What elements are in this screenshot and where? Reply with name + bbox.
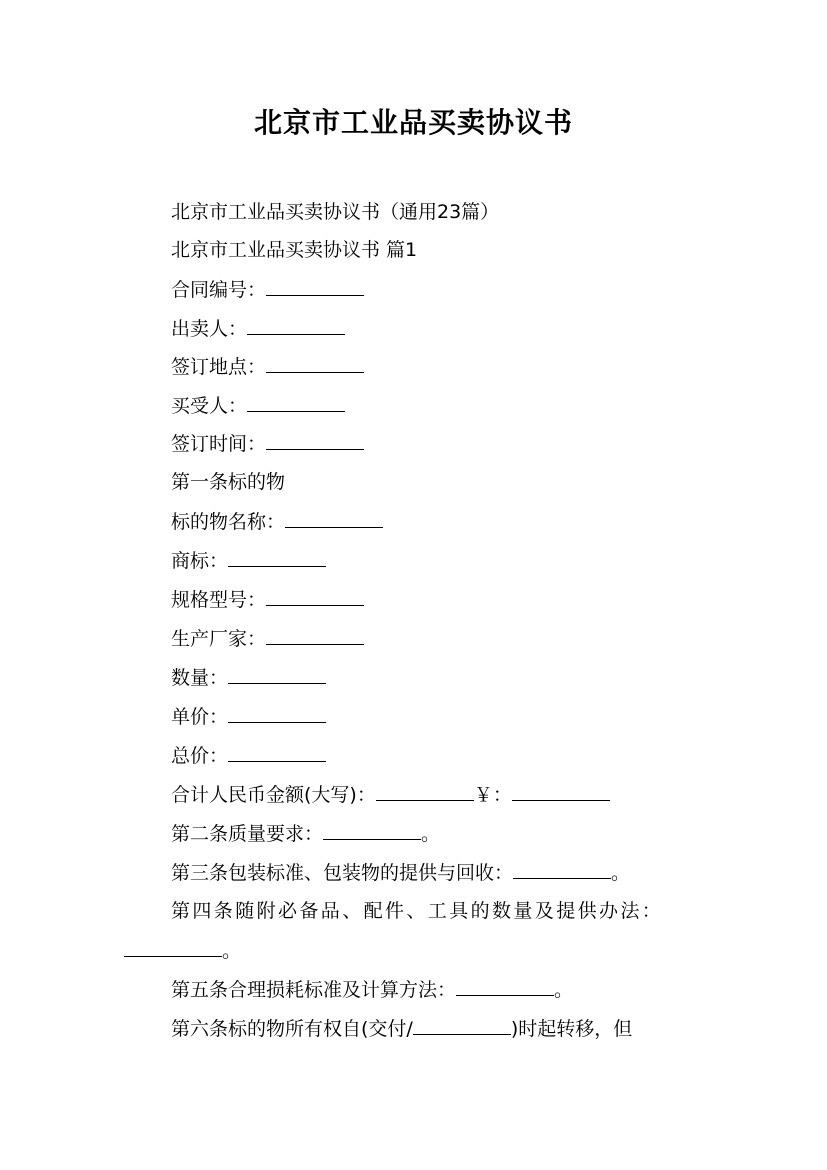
field-label: )时起转移，但 (510, 1018, 633, 1040)
signing-time-line (171, 431, 364, 456)
article-heading: 第一条标的物 (171, 471, 286, 493)
currency-label: ￥： (473, 784, 512, 806)
blank-field[interactable] (228, 704, 326, 723)
field-label: 生产厂家： (171, 628, 267, 650)
trademark-line (171, 548, 326, 573)
blank-field[interactable] (228, 665, 326, 684)
blank-field[interactable] (513, 860, 611, 879)
blank-field[interactable] (323, 821, 421, 840)
field-label: 第五条合理损耗标准及计算方法： (171, 979, 457, 1001)
period: 。 (554, 979, 574, 1001)
field-label: 买受人： (171, 395, 248, 417)
blank-field[interactable] (456, 977, 554, 996)
contract-number-line (171, 277, 364, 302)
quality-line (171, 821, 440, 846)
blank-field[interactable] (266, 277, 364, 296)
blank-field[interactable] (124, 938, 222, 957)
period: 。 (611, 862, 631, 884)
blank-field[interactable] (376, 782, 474, 801)
item-name-line (171, 509, 383, 534)
blank-field[interactable] (228, 743, 326, 762)
field-label: 规格型号： (171, 589, 267, 611)
unit-price-line (171, 704, 326, 729)
blank-field[interactable] (266, 587, 364, 606)
field-label: 商标： (171, 550, 229, 572)
field-label: 第六条标的物所有权自(交付/ (171, 1018, 413, 1040)
field-label: 第三条包装标准、包装物的提供与回收： (171, 862, 514, 884)
packaging-line (171, 860, 630, 885)
total-price-line (171, 743, 326, 768)
field-label: 合计人民币金额(大写)： (171, 784, 376, 806)
blank-field[interactable] (285, 509, 383, 528)
blank-field[interactable] (228, 548, 326, 567)
field-label: 第二条质量要求： (171, 823, 324, 845)
manufacturer-line (171, 626, 364, 651)
blank-field[interactable] (266, 431, 364, 450)
document-title: 北京市工业品买卖协议书 (253, 106, 573, 139)
loss-standard-line (171, 977, 573, 1002)
field-label: 标的物名称： (171, 511, 286, 533)
accessories-continuation (124, 938, 241, 963)
field-label: 签订地点： (171, 356, 267, 378)
blank-field[interactable] (512, 782, 610, 801)
blank-field[interactable] (266, 626, 364, 645)
field-label: 合同编号： (171, 279, 267, 301)
period: 。 (222, 940, 242, 962)
blank-field[interactable] (266, 354, 364, 373)
subtitle-line: 北京市工业品买卖协议书（通用23篇） (171, 201, 500, 223)
field-label: 单价： (171, 706, 229, 728)
field-label: 总价： (171, 745, 229, 767)
ownership-line (171, 1016, 632, 1041)
accessories-line: 第四条随附必备品、配件、工具的数量及提供办法： (171, 900, 664, 922)
field-label: 出卖人： (171, 318, 248, 340)
quantity-line (171, 665, 326, 690)
amount-line (171, 782, 610, 807)
field-label: 签订时间： (171, 433, 267, 455)
blank-field[interactable] (247, 316, 345, 335)
period: 。 (421, 823, 441, 845)
blank-field[interactable] (413, 1016, 511, 1035)
buyer-line (171, 393, 345, 418)
section-heading: 北京市工业品买卖协议书 篇1 (171, 239, 418, 261)
model-line (171, 587, 364, 612)
blank-field[interactable] (247, 393, 345, 412)
field-label: 数量： (171, 667, 229, 689)
seller-line (171, 316, 345, 341)
signing-place-line (171, 354, 364, 379)
